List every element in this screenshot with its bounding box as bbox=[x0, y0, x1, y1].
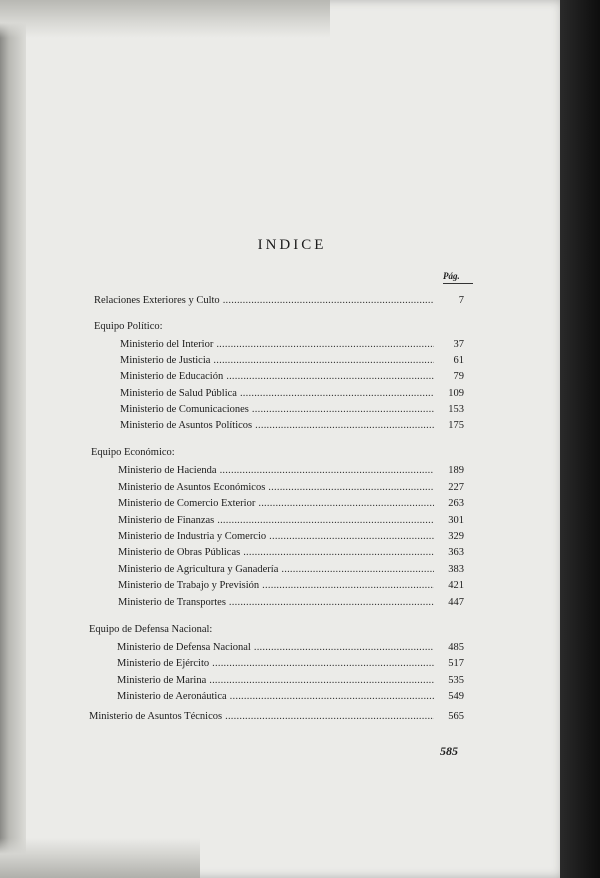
toc-entry-label: Relaciones Exteriores y Culto bbox=[94, 295, 220, 306]
toc-entry-page: 421 bbox=[448, 580, 464, 591]
toc-entry-label: Ministerio de Trabajo y Previsión bbox=[118, 580, 260, 591]
toc-entry-page: 37 bbox=[453, 339, 464, 350]
page-column-label: Pág. bbox=[443, 270, 473, 284]
section-heading: Equipo Político: bbox=[94, 321, 163, 332]
toc-entry bbox=[118, 481, 464, 495]
dot-leader bbox=[209, 674, 434, 688]
page-number: 585 bbox=[440, 744, 458, 758]
toc-entry bbox=[118, 563, 464, 577]
toc-entry bbox=[118, 579, 464, 593]
toc-entry-label: Ministerio de Comercio Exterior bbox=[118, 498, 256, 509]
toc-entry-label: Ministerio de Comunicaciones bbox=[120, 404, 249, 415]
dot-leader bbox=[220, 464, 434, 478]
toc-entry-page: 485 bbox=[448, 642, 464, 653]
toc-entry bbox=[117, 690, 464, 704]
toc-entry-page: 175 bbox=[448, 420, 464, 431]
page-top-shadow bbox=[0, 0, 330, 38]
dot-leader bbox=[225, 710, 434, 724]
toc-entry bbox=[118, 596, 464, 610]
dot-leader bbox=[269, 530, 434, 544]
dot-leader bbox=[229, 596, 434, 610]
toc-entry bbox=[117, 674, 464, 688]
toc-entry-label: Ministerio de Ejército bbox=[117, 658, 210, 669]
toc-entry-page: 535 bbox=[448, 675, 464, 686]
section-heading: Equipo de Defensa Nacional: bbox=[89, 624, 213, 635]
toc-entry-page: 153 bbox=[448, 404, 464, 415]
toc-entry-page: 301 bbox=[448, 515, 464, 526]
toc-entry-label: Ministerio de Asuntos Técnicos bbox=[89, 711, 223, 722]
dot-leader bbox=[255, 419, 434, 433]
dot-leader bbox=[213, 354, 434, 368]
toc-entry bbox=[120, 419, 464, 433]
toc-entry-page: 109 bbox=[448, 388, 464, 399]
toc-entry-page: 189 bbox=[448, 465, 464, 476]
dot-leader bbox=[240, 387, 434, 401]
toc-entry-label: Ministerio del Interior bbox=[120, 339, 214, 350]
toc-entry bbox=[120, 403, 464, 417]
toc-entry-label: Ministerio de Hacienda bbox=[118, 465, 217, 476]
dot-leader bbox=[268, 481, 434, 495]
toc-entry-label: Ministerio de Agricultura y Ganadería bbox=[118, 564, 279, 575]
toc-entry-page: 383 bbox=[448, 564, 464, 575]
toc-entry-label: Ministerio de Industria y Comercio bbox=[118, 531, 267, 542]
toc-entry-page: 447 bbox=[448, 597, 464, 608]
toc-entry bbox=[120, 387, 464, 401]
toc-entry-label: Ministerio de Marina bbox=[117, 675, 207, 686]
toc-entry bbox=[120, 338, 464, 352]
dot-leader bbox=[254, 641, 434, 655]
toc-entry-label: Ministerio de Justicia bbox=[120, 355, 211, 366]
section-heading: Equipo Económico: bbox=[91, 447, 175, 458]
toc-entry bbox=[120, 370, 464, 384]
dot-leader bbox=[262, 579, 434, 593]
page-bottom-shadow bbox=[0, 838, 200, 878]
toc-entry bbox=[117, 641, 464, 655]
toc-entry-label: Ministerio de Defensa Nacional bbox=[117, 642, 251, 653]
dot-leader bbox=[223, 294, 434, 308]
dot-leader bbox=[281, 563, 434, 577]
dot-leader bbox=[243, 546, 434, 560]
toc-entry-label: Ministerio de Salud Pública bbox=[120, 388, 237, 399]
toc-entry-page: 517 bbox=[448, 658, 464, 669]
toc-entry bbox=[120, 354, 464, 368]
toc-entry-page: 7 bbox=[458, 295, 464, 306]
dot-leader bbox=[216, 338, 434, 352]
toc-entry-page: 227 bbox=[448, 482, 464, 493]
toc-entry bbox=[89, 710, 464, 724]
dot-leader bbox=[212, 657, 434, 671]
toc-entry bbox=[94, 294, 464, 308]
toc-entry-label: Ministerio de Obras Públicas bbox=[118, 547, 241, 558]
toc-entry bbox=[117, 657, 464, 671]
dot-leader bbox=[226, 370, 434, 384]
toc-entry bbox=[118, 546, 464, 560]
toc-entry-page: 565 bbox=[448, 711, 464, 722]
toc-entry-page: 549 bbox=[448, 691, 464, 702]
dot-leader bbox=[217, 514, 434, 528]
toc-entry bbox=[118, 464, 464, 478]
toc-entry-label: Ministerio de Aeronáutica bbox=[117, 691, 227, 702]
toc-entry-label: Ministerio de Asuntos Políticos bbox=[120, 420, 253, 431]
toc-entry-page: 79 bbox=[453, 371, 464, 382]
toc-entry-label: Ministerio de Educación bbox=[120, 371, 224, 382]
dot-leader bbox=[258, 497, 434, 511]
toc-entry-page: 363 bbox=[448, 547, 464, 558]
index-title: INDICE bbox=[257, 237, 327, 253]
toc-entry-label: Ministerio de Transportes bbox=[118, 597, 226, 608]
toc-entry-page: 329 bbox=[448, 531, 464, 542]
toc-entry-label: Ministerio de Asuntos Económicos bbox=[118, 482, 266, 493]
toc-entry-page: 61 bbox=[453, 355, 464, 366]
dot-leader bbox=[252, 403, 434, 417]
scan-dark-margin bbox=[560, 0, 600, 878]
toc-entry-label: Ministerio de Finanzas bbox=[118, 515, 215, 526]
dot-leader bbox=[230, 690, 434, 704]
page-left-shadow bbox=[0, 0, 26, 878]
toc-entry bbox=[118, 514, 464, 528]
toc-entry bbox=[118, 530, 464, 544]
toc-entry-page: 263 bbox=[448, 498, 464, 509]
toc-entry bbox=[118, 497, 464, 511]
